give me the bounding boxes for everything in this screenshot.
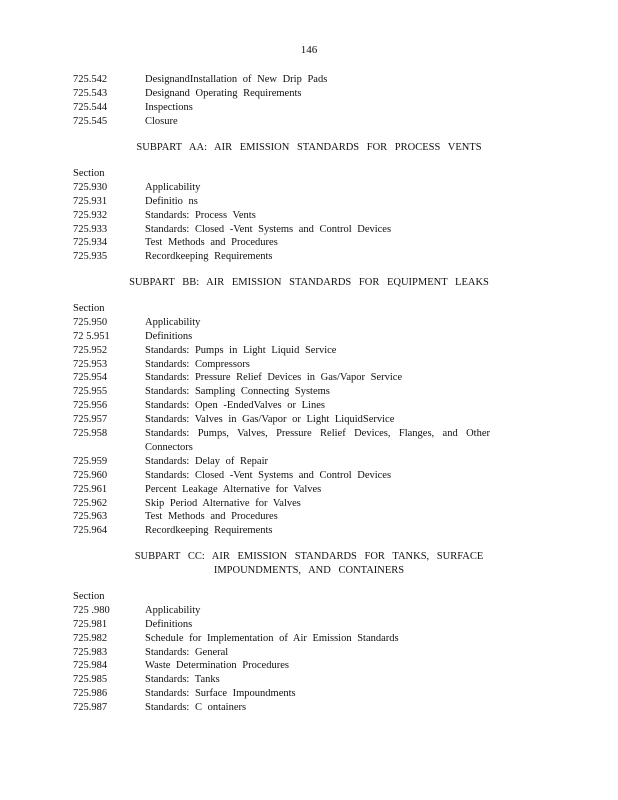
section-title: Inspections <box>145 101 193 113</box>
toc-row <box>73 101 543 115</box>
toc-row <box>73 659 543 673</box>
section-title: Skip Period Alternative for Valves <box>145 497 301 509</box>
toc-row <box>73 618 543 632</box>
section-label: Section <box>73 591 105 602</box>
section-title: Applicability <box>145 181 201 193</box>
section-number: 725.932 <box>73 209 108 221</box>
section-title: Test Methods and Procedures <box>145 511 278 523</box>
toc-group-drip-pads <box>73 73 543 129</box>
toc-row <box>73 673 543 687</box>
section-number: 725.982 <box>73 632 108 644</box>
section-number: 725.952 <box>73 344 108 356</box>
section-title: Standards: Tanks <box>145 674 220 686</box>
section-number: 725.959 <box>73 455 108 467</box>
subpart-cc-heading <box>0 550 618 578</box>
section-number: 725.544 <box>73 101 108 113</box>
section-title: Applicability <box>145 316 201 328</box>
subpart-heading-text: SUBPART CC: AIR EMISSION STANDARDS FOR TANKS, SURFACE <box>134 551 484 562</box>
section-number: 72 5.951 <box>73 330 110 342</box>
section-number: 725.983 <box>73 646 108 658</box>
section-title: Closure <box>145 115 178 127</box>
section-number: 725.954 <box>73 372 108 384</box>
section-title: Standards: Sampling Connecting Systems <box>145 386 330 398</box>
section-number: 725.950 <box>73 316 108 328</box>
toc-row <box>73 209 543 223</box>
toc-row <box>73 181 543 195</box>
section-number: 725.986 <box>73 688 108 700</box>
section-title: Standards: Surface Impoundments <box>145 688 296 700</box>
toc-row <box>73 469 543 483</box>
section-number: 725.935 <box>73 251 108 263</box>
section-title: Recordkeeping Requirements <box>145 251 273 263</box>
toc-row <box>73 316 543 330</box>
section-number: 725.963 <box>73 511 108 523</box>
section-number: 725.542 <box>73 74 108 85</box>
section-number: 725.934 <box>73 237 108 249</box>
section-title: Standards: Closed -Vent Systems and Control Devices <box>145 469 392 481</box>
section-title: Designand Operating Requirements <box>145 87 302 99</box>
section-title: Standards: C ontainers <box>145 702 247 714</box>
toc-row <box>73 413 543 427</box>
toc-row <box>73 223 543 237</box>
section-title: Standards: Closed -Vent Systems and Control Devices <box>145 223 392 235</box>
toc-row <box>73 701 543 715</box>
section-number: 725.984 <box>73 660 108 672</box>
section-title: Recordkeeping Requirements <box>145 525 273 537</box>
subpart-bb-heading <box>0 276 618 290</box>
section-number: 725.953 <box>73 358 108 370</box>
section-title: Definitions <box>145 618 193 630</box>
section-title: Standards: Open -EndedValves or Lines <box>145 400 325 412</box>
toc-row <box>73 250 543 264</box>
section-title: Standards: Valves in Gas/Vapor or Light LiquidService <box>145 414 395 426</box>
toc-row <box>73 115 543 129</box>
toc-row <box>73 330 543 344</box>
section-number: 725.957 <box>73 414 108 426</box>
toc-row <box>73 371 543 385</box>
section-number: 725.962 <box>73 497 108 509</box>
toc-row <box>73 632 543 646</box>
toc-group-subpart-aa <box>73 167 543 264</box>
section-label: Section <box>73 303 105 314</box>
toc-row <box>73 455 543 469</box>
toc-group-subpart-bb <box>73 302 543 538</box>
subpart-heading-text-line2: IMPOUNDMENTS, AND CONTAINERS <box>213 564 405 576</box>
toc-row <box>73 497 543 511</box>
toc-row <box>73 358 543 372</box>
section-title: Standards: Process Vents <box>145 209 256 221</box>
section-number: 725.955 <box>73 386 108 398</box>
section-title: DesignandInstallation of New Drip Pads <box>145 74 328 85</box>
subpart-aa-heading <box>0 141 618 155</box>
section-label: Section <box>73 168 105 179</box>
section-title: Standards: Compressors <box>145 358 250 370</box>
toc-row <box>73 646 543 660</box>
section-number: 725.930 <box>73 181 108 193</box>
section-number: 725 .980 <box>73 604 110 616</box>
section-title: Applicability <box>145 604 201 616</box>
toc-row <box>73 195 543 209</box>
section-number: 725.960 <box>73 469 108 481</box>
section-title: Definitio ns <box>145 195 198 207</box>
toc-row <box>73 87 543 101</box>
section-number: 725.956 <box>73 400 108 412</box>
section-number: 725.543 <box>73 87 108 99</box>
toc-row <box>73 524 543 538</box>
toc-row <box>73 236 543 250</box>
toc-row <box>73 399 543 413</box>
section-title: Percent Leakage Alternative for Valves <box>145 483 322 495</box>
toc-row <box>73 483 543 497</box>
toc-row <box>73 604 543 618</box>
section-title: Definitions <box>145 330 193 342</box>
section-title: Standards: Pumps in Light Liquid Service <box>145 344 337 356</box>
section-number: 725.981 <box>73 618 108 630</box>
section-title: Waste Determination Procedures <box>145 660 289 672</box>
section-title: Standards: General <box>145 646 229 658</box>
toc-row <box>73 344 543 358</box>
toc-row <box>73 385 543 399</box>
toc-row <box>73 687 543 701</box>
toc-group-subpart-cc <box>73 590 543 715</box>
section-title: Standards: Delay of Repair <box>145 455 269 467</box>
section-number: 725.958 <box>73 428 108 440</box>
subpart-heading-text: SUBPART BB: AIR EMISSION STANDARDS FOR EQUIPMENT LEAKS <box>129 277 489 288</box>
section-number: 725.545 <box>73 115 108 127</box>
section-number: 725.931 <box>73 195 108 207</box>
page-number: 146 <box>300 44 318 56</box>
toc-row <box>73 510 543 524</box>
section-number: 725.964 <box>73 525 108 537</box>
toc-row <box>73 73 543 87</box>
section-title: Test Methods and Procedures <box>145 237 278 249</box>
section-number: 725.987 <box>73 702 108 714</box>
section-number: 725.961 <box>73 483 108 495</box>
section-number: 725.933 <box>73 223 108 235</box>
section-title: Standards: Pumps, Valves, Pressure Relief Devices, Flanges, and Other Connectors <box>145 428 490 453</box>
section-number: 725.985 <box>73 674 108 686</box>
section-title: Standards: Pressure Relief Devices in Gas/Vapor Service <box>145 372 403 384</box>
toc-row <box>73 427 543 455</box>
section-title: Schedule for Implementation of Air Emission Standards <box>145 632 399 644</box>
subpart-heading-text: SUBPART AA: AIR EMISSION STANDARDS FOR PROCESS VENTS <box>136 142 482 153</box>
